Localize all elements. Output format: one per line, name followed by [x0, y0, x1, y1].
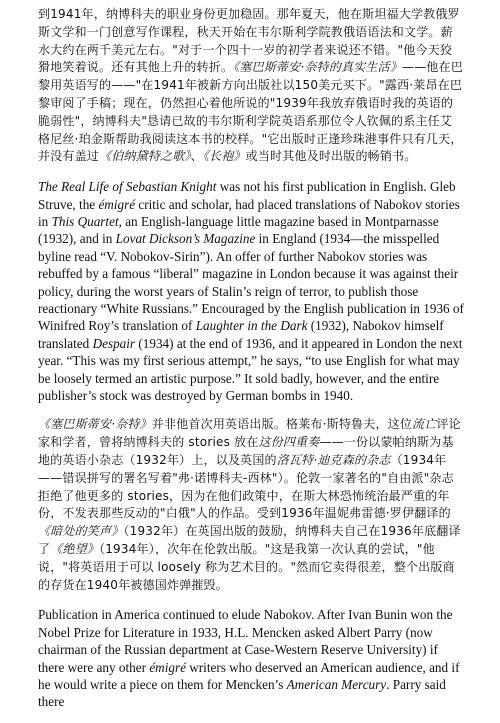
text-segment: , an English-language little magazine based in Montparnasse (1932), and in — [38, 213, 439, 247]
magazine-title: 洛瓦特·迪克森的杂志 — [276, 453, 391, 468]
magazine-title: This Quartet — [51, 213, 119, 229]
magazine-title: 这份四重奏 — [258, 435, 320, 450]
text-segment: 并非他首次用英语出版。格莱布·斯特鲁夫，这位 — [151, 417, 413, 432]
paragraph-en-1 — [38, 178, 464, 404]
text-segment: . Parry said there — [38, 677, 446, 710]
book-title: 《暗处的笑声》 — [38, 524, 124, 539]
text-segment: （1934年——错误拼写的署名写着"弗·诺博科夫-西林"）。伦敦一家著名的"自由派"杂志拒绝了他更多的 stories，因为在他们政策中，在斯大林恐怖统治最严重的年份，不发表那些反动的"白俄"人的作品。受到1936年温妮弗雷德·罗伊翻译的 — [38, 453, 454, 521]
text-segment: (1932), Nabokov himself translated — [38, 318, 444, 351]
text-segment: （1934年），次年在伦敦出版。"这是我第一次认真的尝试，"他说，"将英语用于可以 loosely 称为艺术目的。"然而它卖得很差，整个出版商的存货在1940年被德国炸弹摧毁。 — [38, 542, 455, 592]
text-segment: 或当时其他及时出版的畅销书。 — [245, 149, 417, 164]
text-segment: was not his first publication in English. Gleb Struve, the — [38, 179, 456, 212]
text-segment: ——他在巴黎用英语写的——"在1941年被新方向出版社以150美元买下。"露西·莱昂在巴黎审阅了手稿；现在，仍然担心着他所说的"1939年我放弃俄语时我的英语的脆弱性"，纳博科夫"恳请已故的韦尔斯利学院英语系那位令人钦佩的系主任艾格尼丝·珀金斯帮助我阅读这本书的校样。"它出版时正逢珍珠港事件只有几天，并没有盖过 — [38, 60, 464, 164]
book-title-bernadette: 《伯纳黛特之歌》 — [99, 149, 191, 164]
document-page — [38, 6, 464, 723]
book-title: 《绝望》 — [50, 542, 100, 557]
paragraph-zh-2 — [38, 416, 464, 594]
book-title: The Real Life of Sebastian Knight — [38, 179, 217, 195]
text-segment: 评论家和学者，曾将纳博科夫的 stories 放在 — [38, 417, 461, 450]
book-title: 《塞巴斯蒂安·奈特》 — [38, 417, 152, 432]
text-segment: 、 — [190, 149, 203, 164]
book-title: Despair — [92, 335, 136, 351]
text-segment: critic and scholar, had placed translations of Nabokov stories in — [38, 196, 460, 229]
italic-term: 流亡 — [412, 417, 437, 432]
text-segment: 到1941年，纳博科夫的职业身份更加稳固。那年夏天，他在斯坦福大学教俄罗斯文学和一门创意写作课程，秋天开始在韦尔斯利学院教俄语语法和文学。薪水大约在两千美元左右。"对于一个四十一岁的初学者来说还不错。"他今天狡猾地笑着说。还有其他上升的转折。 — [38, 7, 460, 75]
text-segment: （1932年）在英国出版的鼓励，纳博科夫自己在1936年底翻译了 — [38, 524, 461, 557]
italic-term: émigré — [149, 659, 186, 675]
text-segment: ——一份以蒙帕纳斯为基地的英语小杂志（1932年）上，以及英国的 — [38, 435, 454, 468]
book-title: Laughter in the Dark — [195, 318, 308, 334]
italic-term: émigré — [98, 196, 136, 212]
magazine-title: American Mercury — [286, 677, 387, 693]
book-title-robe: 《长袍》 — [202, 149, 246, 164]
text-segment: writers who deserved an American audience, and if he would write a piece on them for Mencken’s — [38, 659, 460, 693]
book-title-sebastian-knight: 《塞巴斯蒂安·奈特的真实生活》 — [233, 60, 403, 75]
paragraph-zh-1 — [38, 6, 464, 166]
text-segment: (1934) at the end of 1936, and it appeared in London the next year. “This was my first serious attempt,” he says, “to use English for what may be loosely termed an artistic purpose.” It sold badly, however, and the entire publisher’s stock was destroyed by German bombs in 1940. — [38, 335, 463, 404]
text-segment: in England (1934—the misspelled byline read “V. Nobokov-Sirin”). An offer of further Nabokov stories was rebuffed by a famous “liberal” magazine in London because it was against their policy, during the worst years of Stalin’s reign of terror, to publish those reactionary “White Russians.” Encouraged by the English publication in 1936 of Winifred Roy’s translation of — [38, 231, 464, 334]
text-segment: Publication in America continued to elude Nabokov. After Ivan Bunin won the Nobel Prize for Literature in 1933, H.L. Mencken asked Albert Parry (now chairman of the Russian department at Case-Western Reserve University) if there were any other — [38, 607, 453, 675]
magazine-title: Lovat Dickson’s Magazine — [115, 231, 256, 247]
paragraph-en-2 — [38, 606, 464, 710]
